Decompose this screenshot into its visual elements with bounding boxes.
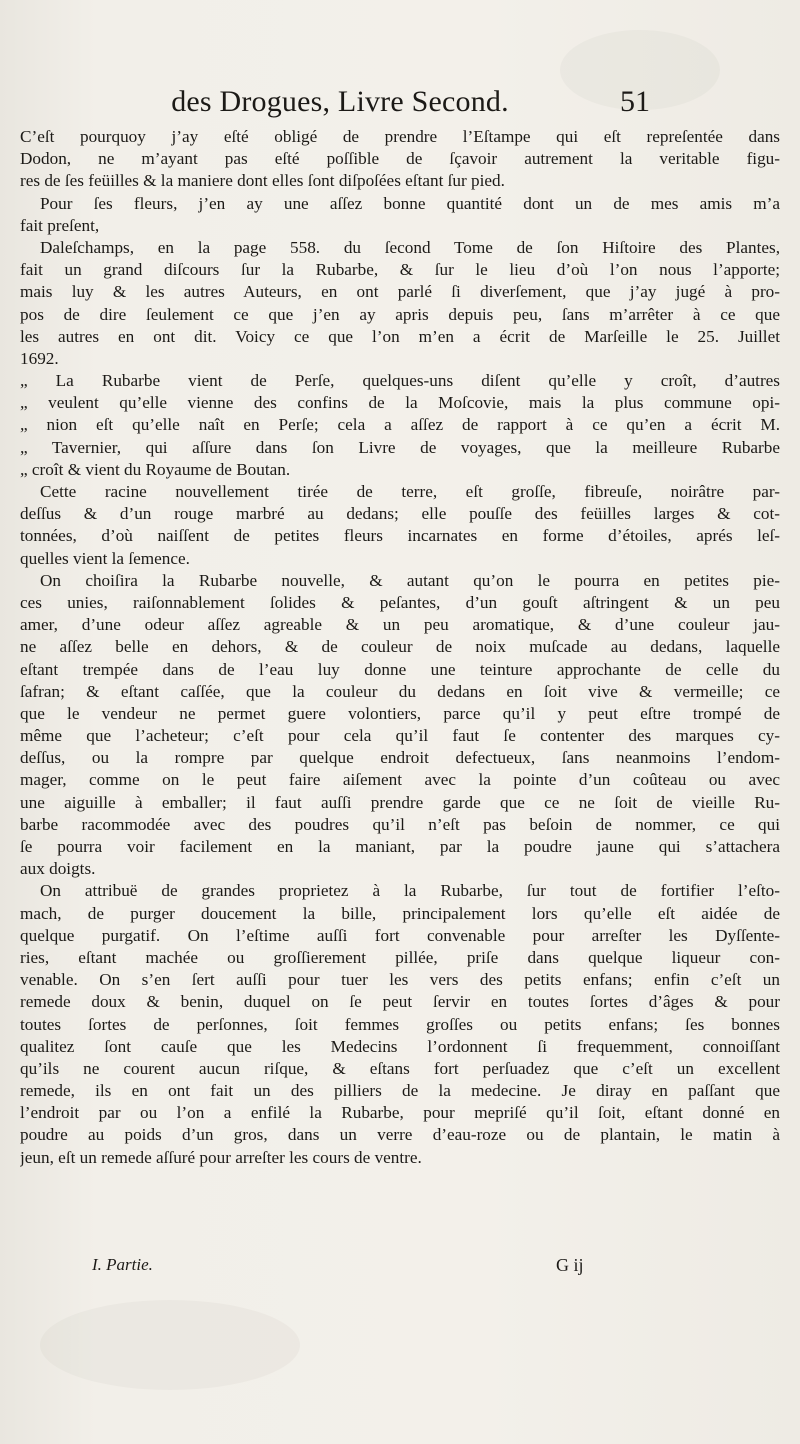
text-line: Daleſchamps, en la page 558. du ſecond Tome de ſon Hiſtoire des Plantes, — [40, 237, 780, 257]
text-line: remede, ils en ont fait un des pilliers de la medecine. Je diray en paſſant que — [20, 1081, 780, 1101]
text-line: poudre au poids d’un gros, dans un verre d’eau-roze ou de plantain, le matin à — [20, 1125, 780, 1145]
text-line: une aiguille à emballer; il faut auſſi prendre garde que ce ne ſoit de vieille Ru- — [20, 792, 780, 812]
text-line: jeun, eſt un remede aſſuré pour arreſter les cours de ventre. — [20, 1147, 422, 1167]
text-line: amer, d’une odeur aſſez agreable & un peu aromatique, & d’une couleur jau- — [20, 615, 780, 635]
text-line: pos de dire ſeulement ce que j’en ay apris depuis peu, ſans m’arrêter à ce que — [20, 304, 780, 324]
running-head: des Drogues, Livre Second. — [171, 85, 509, 118]
text-line: On choiſira la Rubarbe nouvelle, & autant qu’on le pourra en petites pie- — [40, 570, 780, 590]
text-line: „ Tavernier, qui aſſure dans ſon Livre de voyages, que la meilleure Rubarbe — [20, 437, 780, 457]
text-line: „ La Rubarbe vient de Perſe, quelques-uns diſent qu’elle y croît, d’autres — [20, 371, 780, 391]
gathering-mark: G ij — [556, 1255, 584, 1275]
text-line: mach, de purger doucement la bille, principalement lors qu’elle eſt aidée de — [20, 903, 780, 923]
text-line: Dodon, ne m’ayant pas eſté poſſible de ſçavoir autrement la veritable figu- — [20, 149, 780, 169]
body-text — [20, 126, 780, 1169]
text-line: deſſus, ou la rompre par quelque endroit defectueux, ſans neanmoins l’endom- — [20, 748, 780, 768]
text-line: mager, comme on le peut faire aiſement avec la pointe d’un coûteau ou avec — [20, 770, 780, 790]
text-line: „ nion eſt qu’elle naît en Perſe; cela a aſſez de rapport à ce qu’en a écrit M. — [20, 415, 780, 435]
text-line: „ veulent qu’elle vienne des confins de la Moſcovie, mais la plus commune opi- — [20, 393, 780, 413]
text-line: eſtant trempée dans de l’eau luy donne une teinture approchante de celle du — [20, 659, 780, 679]
text-line: fait un grand diſcours ſur la Rubarbe, & ſur le lieu d’où l’on nous l’apporte; — [20, 260, 780, 280]
text-line: deſſus & d’un rouge marbré au dedans; elle pouſſe des feüilles larges & cot- — [20, 504, 780, 524]
text-line: quelles vient la ſemence. — [20, 548, 190, 568]
text-line: tonnées, d’où naiſſent de petites fleurs incarnates en forme d’étoiles, aprés leſ- — [20, 526, 780, 546]
text-line: venable. On s’en ſert auſſi pour tuer les vers des petits enfans; enfin c’eſt un — [20, 970, 780, 990]
text-line: res de ſes feüilles & la maniere dont elles ſont diſpoſées eſtant ſur pied. — [20, 171, 505, 191]
text-line: ſe pourra voir facilement en la maniant, par la poudre jaune qui s’attachera — [20, 837, 780, 856]
text-line: ſafran; & eſtant caſſée, que la couleur du dedans en ſoit vive & vermeille; ce — [20, 681, 780, 701]
text-line: les autres en ont dit. Voicy ce que l’on m’en a écrit de Marſeille le 25. Juillet — [20, 326, 780, 346]
text-line: On attribuë de grandes proprietez à la Rubarbe, ſur tout de fortifier l’eſto- — [40, 881, 780, 901]
text-line: „ croît & vient du Royaume de Boutan. — [20, 459, 291, 479]
text-line: remede doux & benin, duquel on ſe peut ſervir en toutes ſortes d’âges & pour — [20, 992, 780, 1012]
text-line: ries, eſtant machée ou groſſierement pillée, priſe dans quelque liqueur con- — [20, 947, 780, 967]
text-line: l’endroit par ou l’on a enfilé la Rubarbe, pour mepriſé qu’il ſoit, eſtant donné en — [20, 1103, 780, 1123]
text-line: même que l’acheteur; c’eſt pour cela qu’il faut ſe contenter des marques cy- — [20, 726, 780, 746]
text-line: Pour ſes fleurs, j’en ay une aſſez bonne quantité dont un de mes amis m’a — [40, 193, 780, 213]
page-number: 51 — [620, 85, 650, 118]
text-line: que le vendeur ne permet guere volontiers, parce qu’il y peut eſtre trompé de — [20, 703, 780, 723]
text-line: fait preſent, — [20, 215, 100, 235]
text-line: mais luy & les autres Auteurs, en ont parlé ſi diverſement, que j’ay jugé à pro- — [20, 282, 780, 302]
text-line: toutes ſortes de perſonnes, ſoit femmes groſſes ou petits enfans; ſes bonnes — [20, 1014, 780, 1034]
text-line: ne aſſez belle en dehors, & de couleur de noix muſcade au dedans, laquelle — [20, 637, 780, 657]
text-line: qualitez ſont cauſe que les Medecins l’ordonnent ſi frequemment, connoiſſant — [20, 1036, 780, 1056]
text-line: barbe racommodée avec des poudres qu’il n’eſt pas beſoin de nommer, ce qui — [20, 814, 780, 834]
text-line: 1692. — [20, 348, 59, 368]
text-line: C’eſt pourquoy j’ay eſté obligé de prendre l’Eſtampe qui eſt repreſentée dans — [20, 127, 780, 146]
paper-stain — [40, 1300, 300, 1390]
text-line: ces unies, raiſonnablement ſolides & peſantes, d’un gouſt aſtringent & un peu — [20, 592, 780, 612]
text-line: aux doigts. — [20, 859, 96, 879]
signature-mark: I. Partie. — [92, 1255, 153, 1274]
text-line: quelque purgatif. On l’eſtime auſſi fort convenable pour arreſter les Dyſſente- — [20, 925, 780, 945]
text-line: Cette racine nouvellement tirée de terre, eſt groſſe, fibreuſe, noirâtre par- — [40, 482, 780, 501]
text-line: qu’ils ne courent aucun riſque, & eſtans fort perſuadez que c’eſt un excellent — [20, 1058, 780, 1078]
